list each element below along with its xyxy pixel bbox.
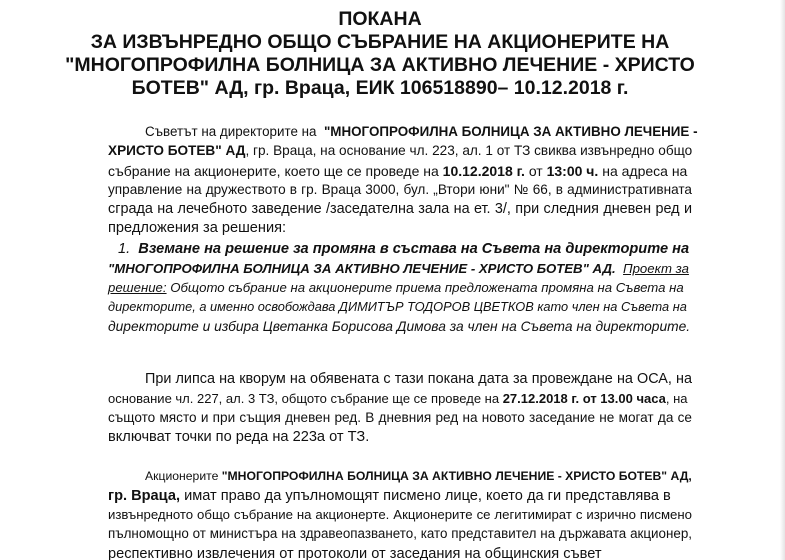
- company-name-bold: ХРИСТО БОТЕВ" АД: [108, 143, 246, 158]
- paragraph-1-line-4: управление на дружеството в гр. Враца 3000, бул. „Втори юни" № 66, в административната: [108, 182, 692, 197]
- paragraph-3-line-4: пълномощно от министъра на здравеопазването, като представител на държавата акционер,: [108, 526, 692, 541]
- paragraph-3-line-5: респективно извлечения от протоколи от заседания на общинския съвет: [108, 546, 602, 560]
- paragraph-1-line-6: предложения за решения:: [108, 220, 287, 236]
- company-name-bold: "МНОГОПРОФИЛНА БОЛНИЦА ЗА АКТИВНО ЛЕЧЕНИЕ -: [323, 124, 698, 139]
- title-company-details: БОТЕВ" АД, гр. Враца, ЕИК 106518890– 10.12.2018 г.: [131, 77, 629, 99]
- paragraph-1-line-1: Съветът на директорите на "МНОГОПРОФИЛНА БОЛНИЦА ЗА АКТИВНО ЛЕЧЕНИЕ -: [145, 124, 698, 139]
- agenda-item-1-line-4: директорите, а именно освобождава ДИМИТЪР ТОДОРОВ ЦВЕТКОВ като член на Съвета на: [108, 299, 687, 314]
- fallback-date-time: 27.12.2018 г. от 13.00 часа: [502, 391, 666, 406]
- meeting-time: 13:00 ч.: [546, 163, 599, 179]
- agenda-item-title: Вземане на решение за промяна в състава на Съвета на директорите на: [138, 241, 690, 257]
- title-subject: ЗА ИЗВЪНРЕДНО ОБЩО СЪБРАНИЕ НА АКЦИОНЕРИТЕ НА: [90, 31, 670, 53]
- title-invitation: ПОКАНА: [338, 8, 422, 30]
- city-bold: гр. Враца,: [108, 488, 180, 504]
- title-company-name: "МНОГОПРОФИЛНА БОЛНИЦА ЗА АКТИВНО ЛЕЧЕНИЕ - ХРИСТО: [65, 54, 695, 76]
- paragraph-3-line-3: извънредното общо събрание на акционерте. Акционерите се легитимират с изрично писмено: [108, 507, 692, 522]
- agenda-item-1-line-1: [118, 240, 692, 258]
- paragraph-2-line-4: включват точки по реда на 223а от ТЗ.: [108, 429, 370, 445]
- paragraph-2-line-2: основание чл. 227, ал. 3 ТЗ, общото събрание ще се проведе на 27.12.2018 г. от 13.00 часа, на: [108, 391, 688, 406]
- paragraph-2-line-1: При липса на кворум на обявената с тази покана дата за провеждане на ОСА, на: [145, 371, 692, 387]
- agenda-item-1-line-5: директорите и избира Цветанка Борисова Димова за член на Съвета на директорите.: [108, 319, 691, 334]
- meeting-date: 10.12.2018 г.: [442, 163, 525, 179]
- company-name-bold: "МНОГОПРОФИЛНА БОЛНИЦА ЗА АКТИВНО ЛЕЧЕНИЕ - ХРИСТО БОТЕВ" АД,: [221, 469, 692, 483]
- paragraph-1-line-5: сграда на лечебното заведение /заседателна зала на ет. 3/, при следния дневен ред и: [108, 201, 692, 217]
- paragraph-1-line-2: ХРИСТО БОТЕВ" АД, гр. Враца, на основание чл. 223, ал. 1 от ТЗ свиква извънредно общо: [108, 143, 693, 158]
- agenda-item-1-line-3: решение: Общото събрание на акционерите приема предложената промяна на Съвета на: [108, 280, 684, 295]
- agenda-item-number: 1.: [118, 241, 131, 257]
- paragraph-1-line-3: събрание на акционерите, което ще се проведе на 10.12.2018 г. от 13:00 ч. на адреса на: [108, 163, 688, 179]
- paragraph-2-line-3: същото място и при същия дневен ред. В дневния ред на новото заседание не могат да се: [108, 410, 692, 425]
- page-edge-shadow: [780, 0, 785, 560]
- paragraph-3-line-1: Акционерите "МНОГОПРОФИЛНА БОЛНИЦА ЗА АКТИВНО ЛЕЧЕНИЕ - ХРИСТО БОТЕВ" АД,: [145, 469, 692, 483]
- agenda-item-1-line-2: "МНОГОПРОФИЛНА БОЛНИЦА ЗА АКТИВНО ЛЕЧЕНИЕ - ХРИСТО БОТЕВ" АД. Проект за: [108, 261, 689, 276]
- draft-decision-label: Проект за: [623, 261, 689, 276]
- draft-decision-label: решение:: [108, 280, 167, 295]
- paragraph-3-line-2: гр. Враца, имат право да упълномощят писмено лице, което да ги представлява в: [108, 488, 671, 504]
